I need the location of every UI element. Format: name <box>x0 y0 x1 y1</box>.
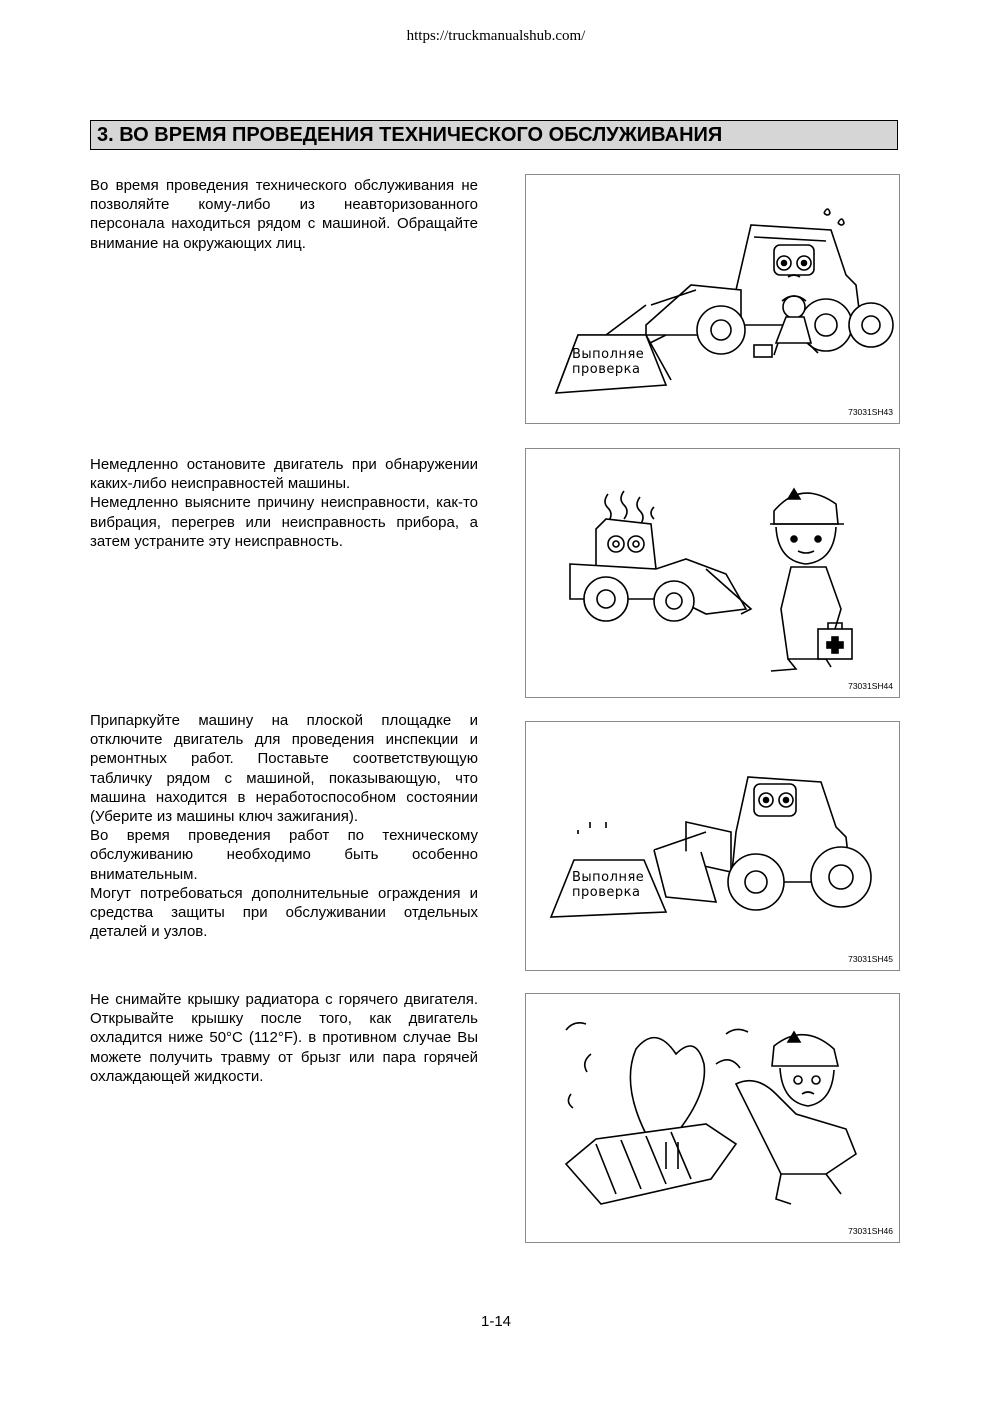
paragraph-text: Припаркуйте машину на плоской площадке и отключите двигатель для проведения инспекции и ремонтных работ. Поставьте соответствующую табличку рядом с машиной, показывающую, что машина находится в неработоспособном состоянии (Уберите из машины ключ зажигания). <box>90 712 478 826</box>
radiator-spray-illustration <box>526 994 901 1244</box>
sign-line: проверка <box>572 362 641 377</box>
paragraph-stop-engine <box>90 455 478 551</box>
figure-malfunction <box>525 448 900 698</box>
figure-code: 73031SH44 <box>848 681 893 691</box>
sign-line: Выполняе <box>572 347 645 362</box>
figure-radiator-hazard <box>525 993 900 1243</box>
paragraph-text: Во время проведения работ по техническому обслуживанию необходимо быть особенно внимательным. <box>90 827 478 883</box>
paragraph-radiator-cap <box>90 990 478 1086</box>
paragraph-authorized-personnel <box>90 176 478 253</box>
sign-label <box>572 870 644 900</box>
paragraph-text: Немедленно выясните причину неисправности, как-то вибрация, перегрев или неисправность прибора, а затем устраните эту неисправность. <box>90 494 478 550</box>
sign-line: проверка <box>572 885 641 900</box>
figure-code: 73031SH45 <box>848 954 893 964</box>
sign-label <box>572 347 644 377</box>
section-title: 3. ВО ВРЕМЯ ПРОВЕДЕНИЯ ТЕХНИЧЕСКОГО ОБСЛУЖИВАНИЯ <box>90 120 898 150</box>
figure-maintenance-sign <box>525 174 900 424</box>
page-number: 1-14 <box>480 1313 512 1330</box>
paragraph-text: Во время проведения технического обслуживания не позволяйте кому-либо из неавторизованного персонала находиться рядом с машиной. Обращайте внимание на окружающих лиц. <box>90 177 478 252</box>
loader-mechanic-illustration <box>526 175 901 425</box>
figure-code: 73031SH43 <box>848 407 893 417</box>
figure-code: 73031SH46 <box>848 1226 893 1236</box>
paragraph-text: Могут потребоваться дополнительные ограждения и средства защиты при обслуживании отдельных деталей и узлов. <box>90 884 478 941</box>
figure-parked-machine <box>525 721 900 971</box>
broken-loader-worker-illustration <box>526 449 901 699</box>
sign-line: Выполняе <box>572 870 645 885</box>
parked-loader-illustration <box>526 722 901 972</box>
source-url: https://truckmanualshub.com/ <box>406 28 586 44</box>
paragraph-text: Немедленно остановите двигатель при обнаружении каких-либо неисправностей машины. <box>90 456 478 493</box>
paragraph-text: Не снимайте крышку радиатора с горячего двигателя. Открывайте крышку после того, как двигатель охладится ниже 50°C (112°F). в противном случае Вы можете получить травму от брызг или пара горячей охлаждающей жидкости. <box>90 991 478 1085</box>
paragraph-park-machine <box>90 711 478 941</box>
